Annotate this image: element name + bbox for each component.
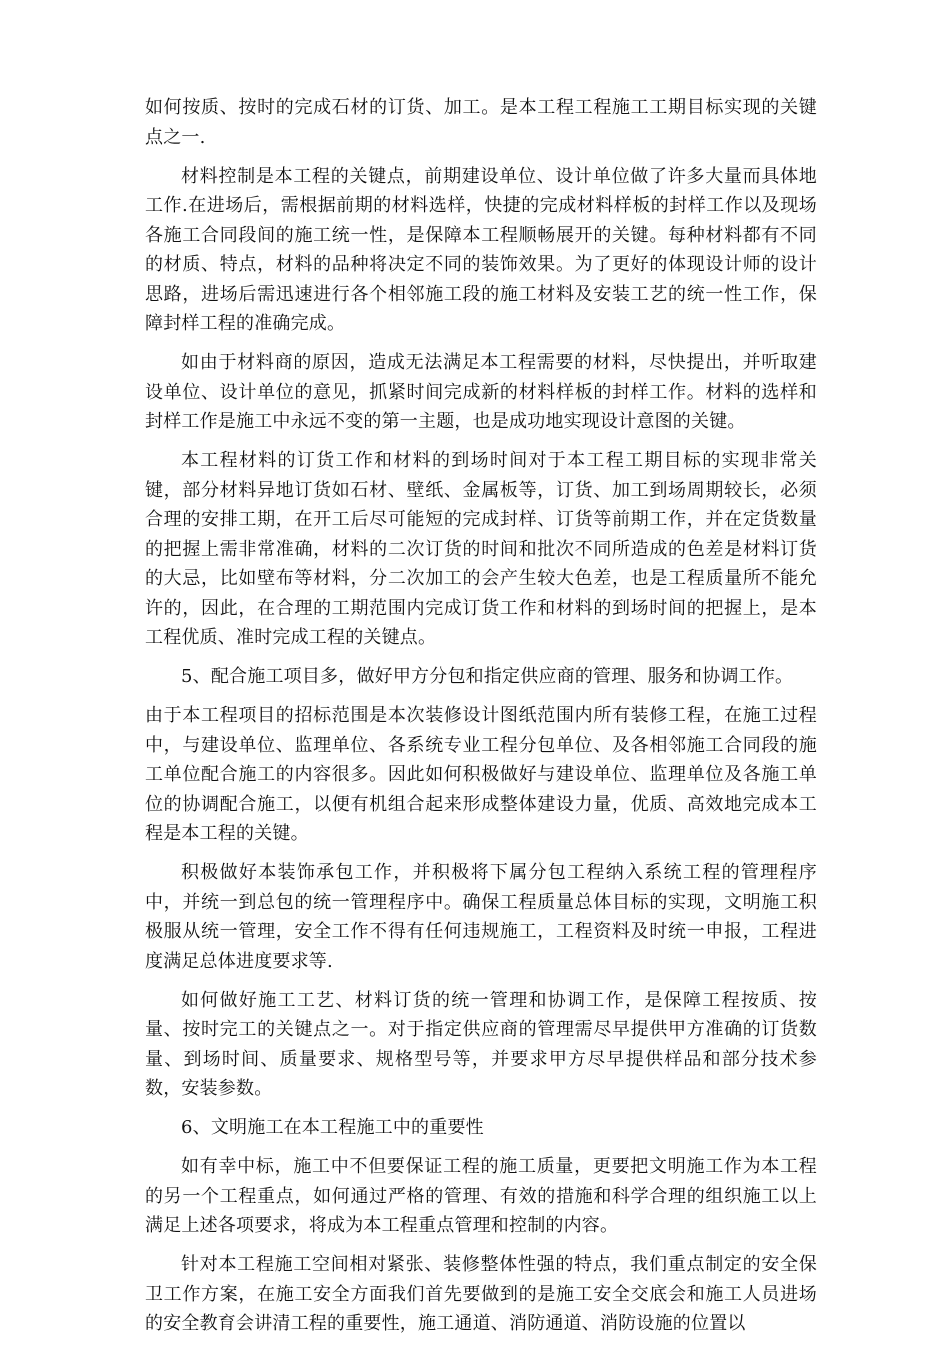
paragraph-material-control: 材料控制是本工程的关键点，前期建设单位、设计单位做了许多大量而具体地工作.在进场后，需根据前期的材料选样，快捷的完成材料样板的封样工作以及现场各施工合同段间的施工统一性，是保障本工程顺畅展开的关键。每种材料都有不同的材质、特点，材料的品种将决定不同的装饰效果。为了更好的体现设计师的设计思路，进场后需迅速进行各个相邻施工段的施工材料及安装工艺的统一性工作，保障封样工程的准确完成。 bbox=[145, 165, 817, 334]
paragraph-bid-scope: 由于本工程项目的招标范围是本次装修设计图纸范围内所有装修工程，在施工过程中，与建设单位、监理单位、各系统专业工程分包单位、及各相邻施工合同段的施工单位配合施工的内容很多。因此如何积极做好与建设单位、监理单位及各施工单位的协调配合施工，以便有机组合起来形成整体建设力量，优质、高效地完成本工程是本工程的关键。 bbox=[145, 705, 817, 844]
document-body bbox=[145, 93, 817, 1348]
paragraph-civilized-construction: 如有幸中标，施工中不但要保证工程的施工质量，更要把文明施工作为本工程的另一个工程重点，如何通过严格的管理、有效的措施和科学合理的组织施工以上满足上述各项要求，将成为本工程重点管理和控制的内容。 bbox=[145, 1156, 817, 1236]
section-heading-6: 6、文明施工在本工程施工中的重要性 bbox=[181, 1117, 484, 1138]
paragraph-stone-ordering: 如何按质、按时的完成石材的订货、加工。是本工程工程施工工期目标实现的关键点之一. bbox=[145, 97, 817, 148]
paragraph-material-supplier: 如由于材料商的原因，造成无法满足本工程需要的材料，尽快提出，并听取建设单位、设计单位的意见，抓紧时间完成新的材料样板的封样工作。材料的选样和封样工作是施工中永远不变的第一主题，也是成功地实现设计意图的关键。 bbox=[145, 352, 817, 432]
paragraph-safety-plan: 针对本工程施工空间相对紧张、装修整体性强的特点，我们重点制定的安全保卫工作方案，在施工安全方面我们首先要做到的是施工安全交底会和施工人员进场的安全教育会讲清工程的重要性，施工通道、消防通道、消防设施的位置以 bbox=[145, 1254, 817, 1334]
paragraph-unified-management: 如何做好施工工艺、材料订货的统一管理和协调工作，是保障工程按质、按量、按时完工的关键点之一。对于指定供应商的管理需尽早提供甲方准确的订货数量、到场时间、质量要求、规格型号等，并要求甲方尽早提供样品和部分技术参数，安装参数。 bbox=[145, 989, 817, 1099]
paragraph-subcontract-management: 积极做好本装饰承包工作，并积极将下属分包工程纳入系统工程的管理程序中，并统一到总包的统一管理程序中。确保工程质量总体目标的实现，文明施工积极服从统一管理，安全工作不得有任何违规施工，工程资料及时统一申报，工程进度满足总体进度要求等. bbox=[145, 862, 817, 972]
section-heading-5: 5、配合施工项目多，做好甲方分包和指定供应商的管理、服务和协调工作。 bbox=[181, 666, 794, 687]
paragraph-material-ordering: 本工程材料的订货工作和材料的到场时间对于本工程工期目标的实现非常关键，部分材料异地订货如石材、壁纸、金属板等，订货、加工到场周期较长，必须合理的安排工期，在开工后尽可能短的完成封样、订货等前期工作，并在定货数量的把握上需非常准确，材料的二次订货的时间和批次不同所造成的色差是材料订货的大忌，比如壁布等材料，分二次加工的会产生较大色差，也是工程质量所不能允许的，因此，在合理的工期范围内完成订货工作和材料的到场时间的把握上，是本工程优质、准时完成工程的关键点。 bbox=[145, 450, 817, 648]
